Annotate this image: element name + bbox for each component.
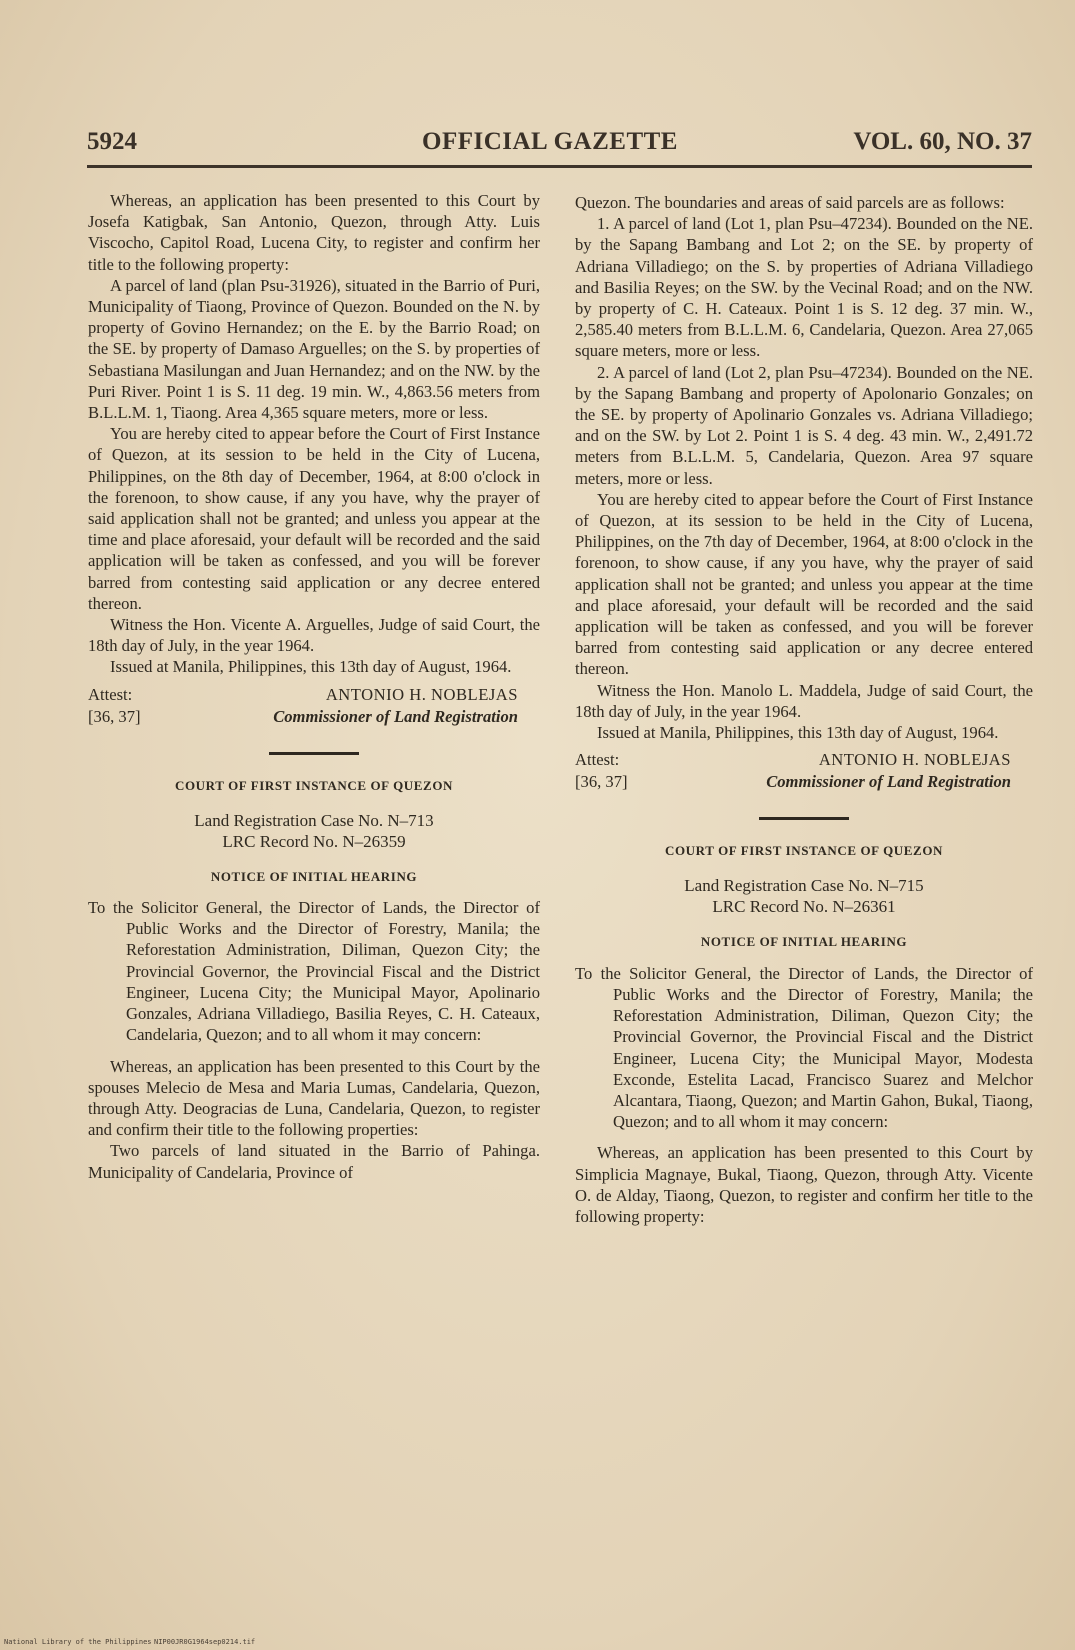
paragraph: You are hereby cited to appear before the Court of First Instance of Quezon, at its session to be held in the City of Lucena, Philippines, on the 8th day of December, 1964, at 8:00 o'clock in the forenoon, to show cause, if any you have, why the prayer of said application shall not be granted; and unless you appear at the time and place aforesaid, your default will be recorded and the said application will be taken as confessed, and you will be forever barred from contesting said application or any decree entered thereon. — [88, 424, 540, 613]
paragraph: A parcel of land (plan Psu-31926), situated in the Barrio of Puri, Municipality of Tiaong, Province of Quezon. Bounded on the N. by property of Govino Hernandez; on the E. by the Barrio Road; on the SE. by property of Damaso Arguelles; on the S. by properties of Sebastiana Masilungan and Juan Hernandez; and on the NW. by the Puri River. Point 1 is S. 11 deg. 19 min. W., 4,863.56 meters from B.L.L.M. 1, Tiaong. Area 4,365 square meters, more or less. — [88, 275, 540, 423]
library-credit: National Library of the Philippines — [4, 1638, 152, 1646]
scan-filename: NIP00JR0G1964sep0214.tif — [154, 1638, 256, 1646]
right-column — [575, 192, 1033, 1227]
attest-label: Attest: — [88, 684, 133, 704]
paragraph: 2. A parcel of land (Lot 2, plan Psu–47234). Bounded on the NE. by the Sapang Bambang and property of Apolonario Gonzales; on the SE. by property of Apolinario Gonzales vs. Adriana Villadiego; and on the SW. by Lot 2. Point 1 is S. 4 deg. 43 min. W., 2,491.72 meters from B.L.L.M. 5, Candelaria, Quezon. Area 97 square meters, more or less. — [575, 362, 1033, 488]
case-number: Land Registration Case No. N–715 — [684, 876, 924, 896]
publication-title: OFFICIAL GAZETTE — [422, 128, 678, 155]
paragraph: Whereas, an application has been presented to this Court by the spouses Melecio de Mesa and Maria Lumas, Candelaria, Quezon, through Atty. Deogracias de Luna, Candelaria, Quezon, to register and confirm their title to the following properties: — [88, 1056, 540, 1140]
paragraph: Whereas, an application has been presented to this Court by Simplicia Magnaye, Bukal, Tiaong, Quezon, through Atty. Vicente O. de Alday, Tiaong, Quezon, to register and confirm her title to the following property: — [575, 1143, 1033, 1226]
paragraph: Quezon. The boundaries and areas of said parcels are as follows: — [575, 193, 1005, 212]
case-number: Land Registration Case No. N–713 — [194, 810, 434, 830]
issue-reference: [36, 37] — [88, 706, 141, 726]
signer-office: Commissioner of Land Registration — [766, 772, 1011, 792]
signature-block — [575, 749, 1033, 795]
signer-name: ANTONIO H. NOBLEJAS — [325, 684, 518, 704]
lrc-record-number: LRC Record No. N–26359 — [222, 831, 406, 851]
paragraph: Issued at Manila, Philippines, this 13th day of August, 1964. — [110, 657, 512, 677]
volume-number: VOL. 60, NO. 37 — [853, 128, 1032, 155]
paragraph: Issued at Manila, Philippines, this 13th day of August, 1964. — [597, 723, 999, 743]
court-heading: COURT OF FIRST INSTANCE OF QUEZON — [174, 777, 454, 793]
issue-reference: [36, 37] — [575, 772, 628, 792]
lrc-record-number: LRC Record No. N–26361 — [712, 897, 896, 917]
page-header — [87, 128, 1032, 168]
section-divider — [759, 817, 849, 820]
paragraph: Witness the Hon. Vicente A. Arguelles, Judge of said Court, the 18th day of July, in the year 1964. — [88, 615, 540, 656]
addressees: To the Solicitor General, the Director of Lands, the Director of Public Works and the Director of Forestry, Manila; the Reforestation Administration, Diliman, Quezon City; the Provincial Governor, the Provincial Fiscal and the District Engineer, Lucena City; the Municipal Mayor, Modesta Exconde, Estelita Lacad, Francisco Suarez and Melchor Alcantara, Tiaong, Quezon; and Martin Gahon, Bukal, Tiaong, Quezon; and to all whom it may concern: — [575, 963, 1033, 1132]
signer-office: Commissioner of Land Registration — [273, 706, 518, 726]
paragraph: Whereas, an application has been presented to this Court by Josefa Katigbak, San Antonio, Quezon, through Atty. Luis Viscocho, Capitol Road, Lucena City, to register and confirm her title to the following property: — [88, 191, 540, 274]
signature-block — [88, 684, 540, 730]
notice-heading: NOTICE OF INITIAL HEARING — [210, 868, 418, 884]
notice-heading: NOTICE OF INITIAL HEARING — [700, 934, 908, 950]
addressees: To the Solicitor General, the Director of Lands, the Director of Public Works and the Director of Forestry, Manila; the Reforestation Administration, Diliman, Quezon City; the Provincial Governor, the Provincial Fiscal and the District Engineer, Lucena City; the Municipal Mayor, Apolinario Gonzales, Adriana Villadiego, Basilia Reyes, C. H. Cateaux, Candelaria, Quezon; and to all whom it may concern: — [88, 898, 540, 1045]
court-heading: COURT OF FIRST INSTANCE OF QUEZON — [664, 843, 944, 859]
attest-label: Attest: — [575, 750, 620, 770]
header-rule — [87, 165, 1032, 168]
signer-name: ANTONIO H. NOBLEJAS — [818, 750, 1011, 770]
left-column — [88, 190, 540, 1183]
paragraph: Two parcels of land situated in the Barrio of Pahinga. Municipality of Candelaria, Province of — [88, 1141, 540, 1182]
paragraph: 1. A parcel of land (Lot 1, plan Psu–47234). Bounded on the NE. by the Sapang Bambang and Lot 2; on the SE. by property of Adriana Villadiego; on the S. by properties of Adriana Villadiego and Basilia Reyes; on the SW. by the Vecinal Road; and on the NW. by property of C. H. Cateaux. Point 1 is S. 12 deg. 37 min. W., 2,585.40 meters from B.L.L.M. 6, Candelaria, Quezon. Area 27,065 square meters, more or less. — [575, 214, 1033, 361]
page-number: 5924 — [87, 128, 137, 155]
paragraph: You are hereby cited to appear before the Court of First Instance of Quezon, at its session to be held in the City of Lucena, Philippines, on the 7th day of December, 1964, at 8:00 o'clock in the forenoon, to show cause, if any you have, why the prayer of said application shall not be granted; and unless you appear at the time and place aforesaid, your default will be recorded and the said application will be taken as confessed, and you will be forever barred from contesting said application or any decree entered thereon. — [575, 489, 1033, 679]
paragraph: Witness the Hon. Manolo L. Maddela, Judge of said Court, the 18th day of July, in the year 1964. — [575, 680, 1033, 721]
section-divider — [269, 752, 359, 755]
